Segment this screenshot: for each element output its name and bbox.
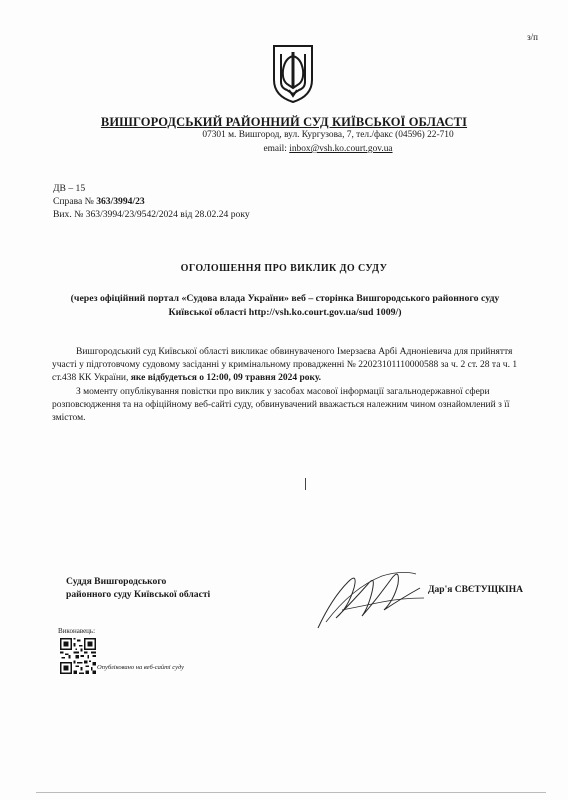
qr-note: Опубліковано на веб-сайті суду [97, 664, 185, 671]
case-label: Справа № [53, 196, 97, 207]
corner-reference: з/п [527, 32, 538, 42]
summons-paragraph [52, 346, 518, 386]
case-line [53, 195, 250, 208]
email-label: email: [263, 144, 290, 154]
announcement-subtitle: (через офіційний портал «Судова влада України» веб – сторінка Вишгородського районного суду Київської області http://vsh.ko.court.gov.ua/sud 1009/) [70, 293, 500, 318]
announcement-title: ОГОЛОШЕННЯ ПРО ВИКЛИК ДО СУДУ [180, 263, 388, 274]
document-meta [53, 182, 250, 221]
court-address: 07301 м. Вишгород, вул. Кургузова, 7, тел./факс (04596) 22-710 [202, 130, 454, 140]
executor-label: Виконавець: [58, 627, 96, 635]
hearing-datetime: яке відбудеться о 12:00, 09 травня 2024 року. [130, 373, 322, 384]
handwritten-signature [312, 558, 432, 634]
court-email-line [128, 144, 528, 154]
summons-text: Вишгородський суд Київської області викликає обвинуваченого Імерзаєва Арбі Адноніевича для прийняття участі у підготовчому судовому засіданні у кримінальному провадженні № 22023101110000588 за ч. 2 ст. 28 та ч. 1 ст.438 КК України, [52, 347, 518, 384]
outgoing-number: Вих. № 363/3994/23/9542/2024 від 28.02.24 року [53, 209, 250, 220]
dv-code: ДВ – 15 [53, 183, 86, 194]
scan-edge-line [36, 792, 546, 793]
judge-role-line1: Суддя Вишгородського [66, 576, 167, 587]
email-link[interactable]: inbox@vsh.ko.court.gov.ua [289, 144, 393, 154]
stray-mark [305, 478, 306, 490]
judge-role-line2: районного суду Київської області [66, 589, 211, 600]
judge-role [66, 575, 210, 601]
qr-code-icon[interactable] [60, 638, 96, 674]
notice-paragraph: З моменту опублікування повістки про виклик у засобах масової інформації загальнодержавної сфери розповсюдження та на офіційному веб-сайті суду, обвинувачений вважається належним чином ознайомлений з її змістом. [52, 386, 510, 424]
announcement-body [52, 346, 518, 425]
judge-name: Дар'я СВЄТУЩКІНА [428, 585, 523, 595]
case-number: 363/3994/23 [96, 196, 145, 207]
court-name: ВИШГОРОДСЬКИЙ РАЙОННИЙ СУД КИЇВСЬКОЇ ОБЛАСТІ [100, 115, 468, 129]
trident-coat-of-arms-icon [271, 44, 315, 104]
